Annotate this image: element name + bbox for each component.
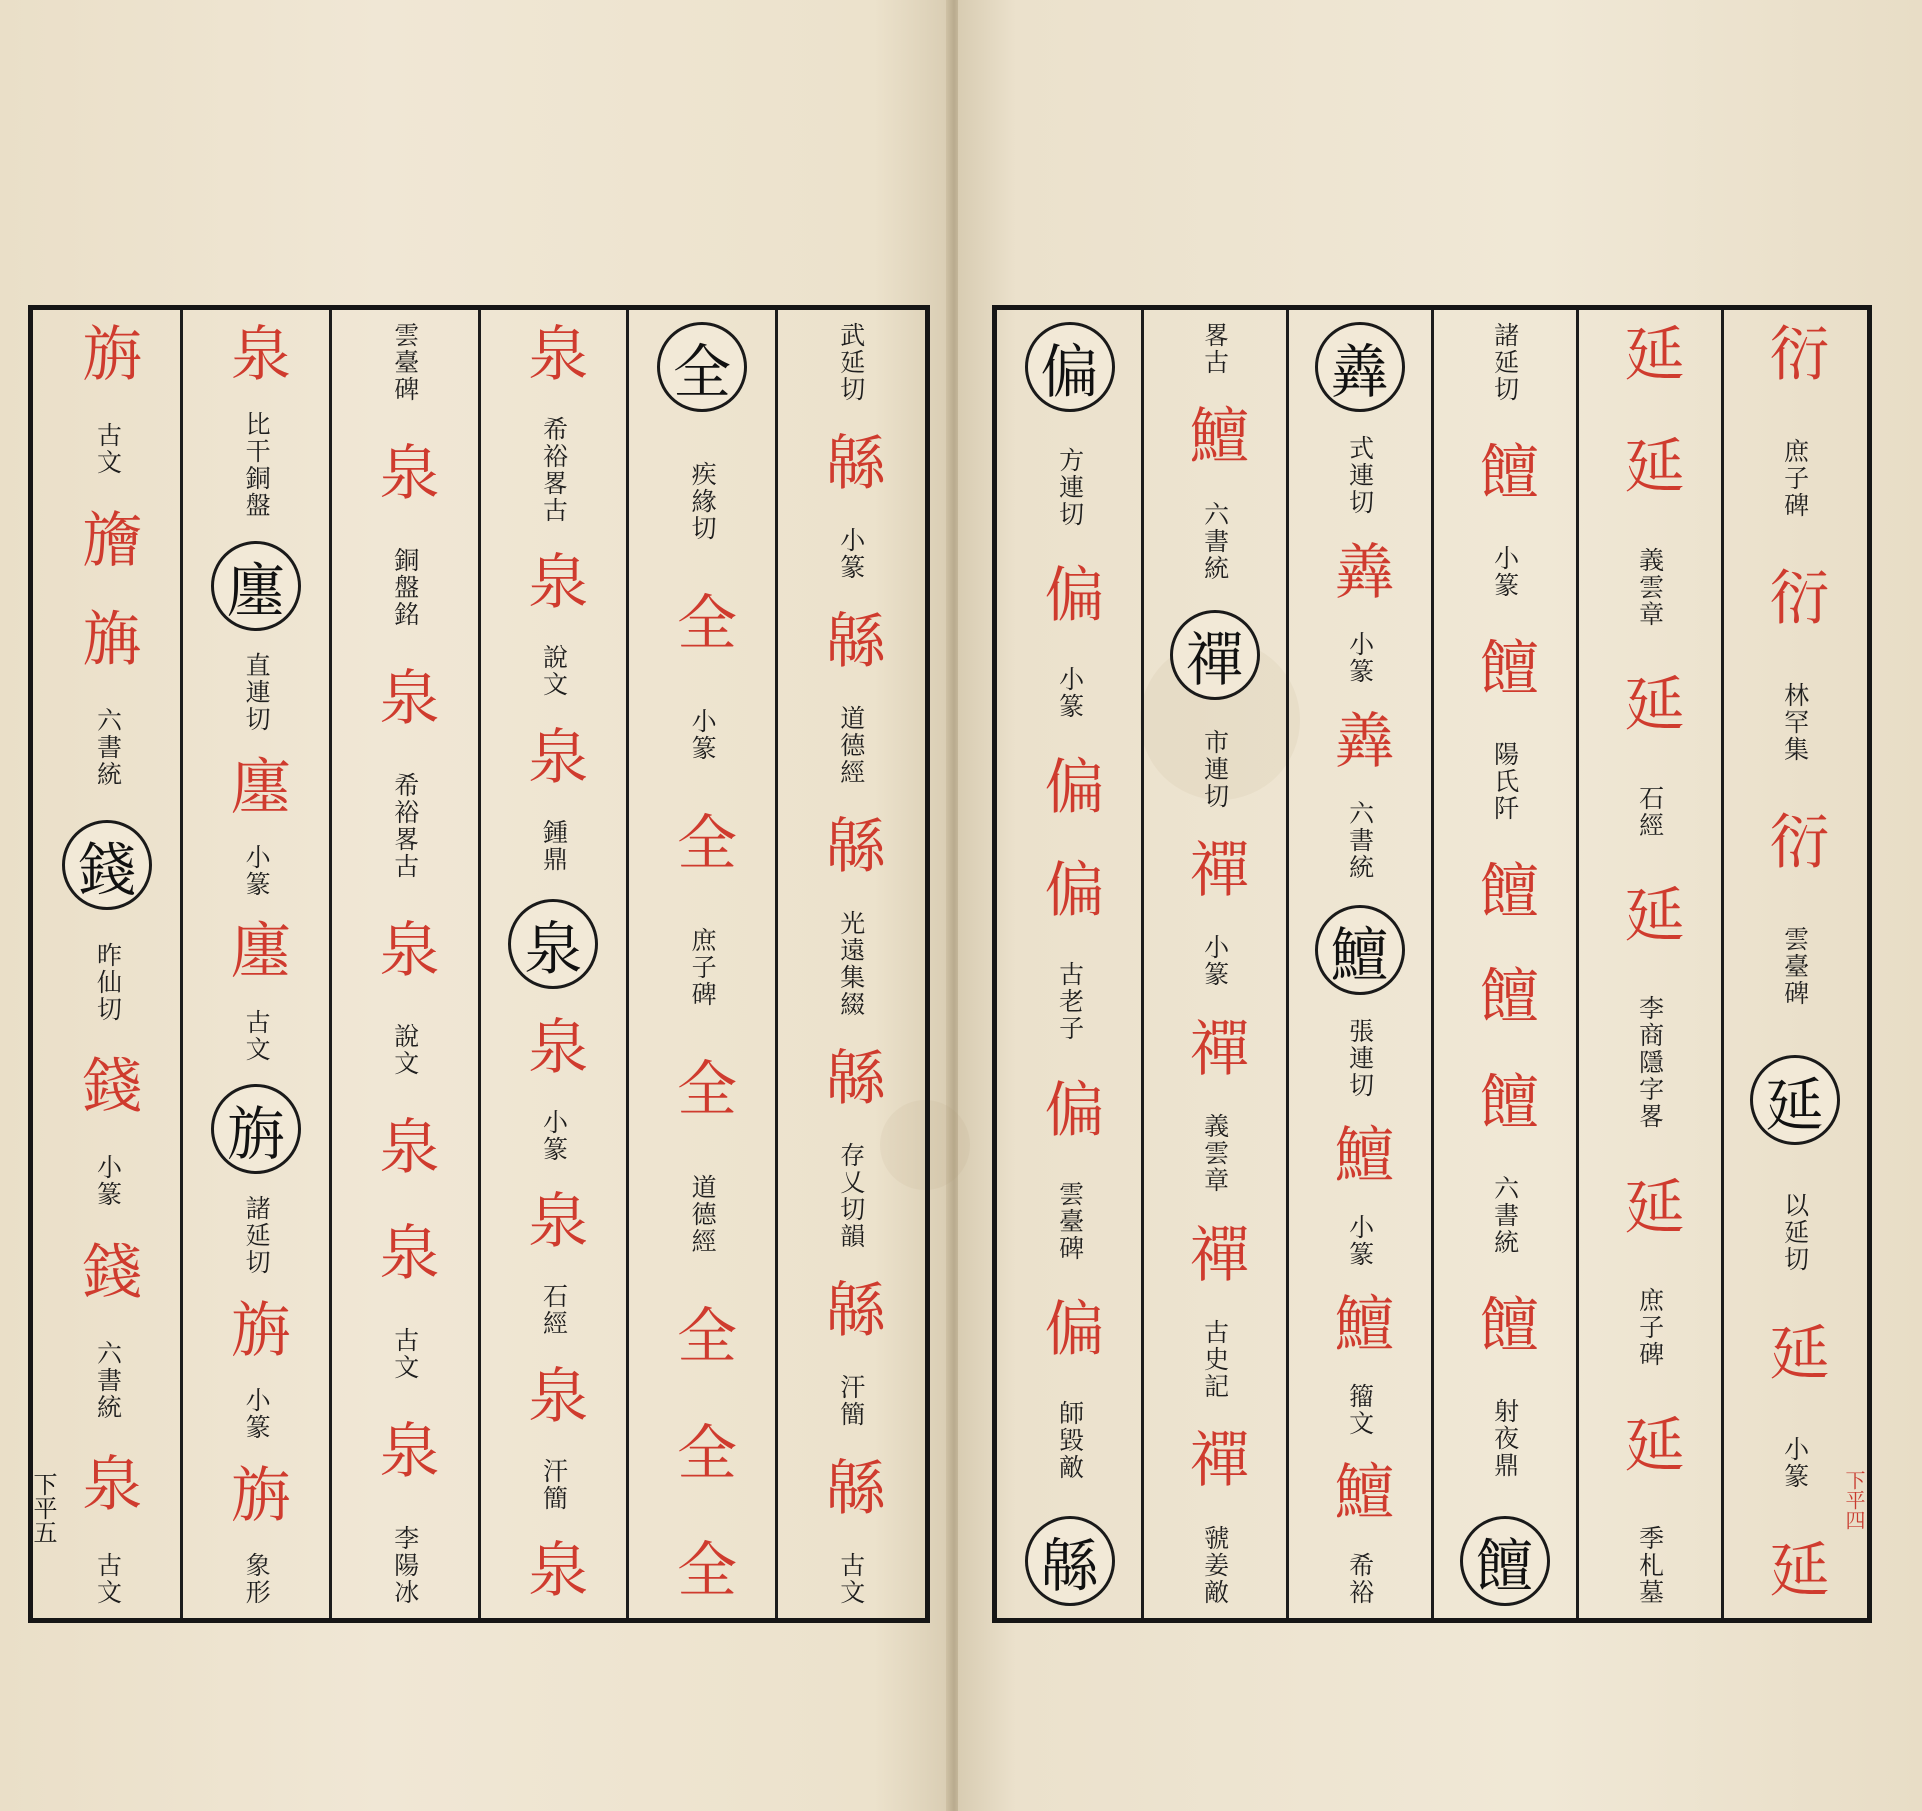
source-annotation: 小篆	[1780, 1436, 1810, 1491]
seal-script-form: 廛	[220, 754, 291, 823]
source-annotation: 小篆	[1345, 1214, 1375, 1269]
seal-script-form: 延	[1759, 1320, 1830, 1389]
source-annotation: 古文	[242, 1008, 272, 1063]
headword-circle: 緜	[1025, 1516, 1115, 1606]
seal-script-form: 廛	[220, 919, 291, 988]
seal-script-form: 饘	[1469, 964, 1540, 1033]
source-annotation: 武延切	[836, 322, 866, 403]
source-annotation: 李陽冰	[390, 1524, 420, 1606]
left-page-frame	[28, 305, 930, 1623]
source-annotation: 庶子碑	[688, 927, 718, 1009]
column-rule	[1141, 310, 1144, 1618]
seal-script-form: 泉	[220, 322, 291, 390]
source-annotation: 希裕畧古	[390, 771, 420, 880]
entry-column	[1583, 322, 1716, 1606]
seal-script-form: 緜	[815, 814, 886, 882]
source-annotation: 希裕	[1345, 1551, 1375, 1606]
seal-script-form: 泉	[518, 322, 589, 390]
seal-script-form: 禪	[1179, 1428, 1250, 1497]
seal-script-form: 羴	[1324, 539, 1395, 608]
source-annotation: 象形	[242, 1551, 272, 1606]
column-rule	[626, 310, 629, 1618]
right-folio-label: 下平四	[1842, 1470, 1866, 1530]
source-annotation: 古文	[836, 1552, 866, 1606]
seal-script-form: 羴	[1324, 708, 1395, 777]
source-annotation: 古史記	[1200, 1319, 1230, 1401]
entry-column	[634, 322, 771, 1606]
entry-column	[1728, 322, 1861, 1606]
seal-script-form: 延	[1614, 882, 1685, 951]
column-rule	[329, 310, 332, 1618]
source-annotation: 小篆	[836, 527, 866, 581]
seal-script-form: 旃	[220, 1462, 291, 1531]
seal-script-form: 偏	[1034, 1077, 1105, 1146]
seal-script-form: 衍	[1759, 566, 1830, 635]
entry-column	[1293, 322, 1426, 1606]
seal-script-form: 延	[1759, 1537, 1830, 1606]
entry-column	[336, 322, 473, 1606]
source-annotation: 小篆	[688, 707, 718, 762]
seal-script-form: 緜	[815, 431, 886, 499]
seal-script-form: 偏	[1034, 1296, 1105, 1365]
entry-column	[1438, 322, 1571, 1606]
seal-script-form: 泉	[518, 1537, 589, 1606]
column-rule	[1286, 310, 1289, 1618]
headword-circle: 偏	[1025, 322, 1115, 412]
source-annotation: 六書統	[93, 707, 123, 788]
seal-script-form: 延	[1614, 434, 1685, 503]
source-annotation: 昨仙切	[93, 941, 123, 1023]
source-annotation: 虢姜敵	[1200, 1524, 1230, 1606]
source-annotation: 小篆	[93, 1154, 123, 1208]
source-annotation: 小篆	[1200, 934, 1230, 989]
headword-circle: 錢	[62, 820, 152, 910]
seal-script-form: 全	[666, 1537, 737, 1606]
seal-script-form: 禪	[1179, 1016, 1250, 1085]
source-annotation: 諸延切	[1490, 322, 1520, 403]
source-annotation: 庶子碑	[1780, 437, 1810, 519]
seal-script-form: 泉	[369, 665, 440, 734]
entry-column	[782, 322, 919, 1606]
column-rule	[180, 310, 183, 1618]
source-annotation: 張連切	[1345, 1018, 1375, 1100]
seal-script-form: 延	[1614, 1412, 1685, 1481]
source-annotation: 古文	[93, 421, 123, 476]
seal-script-form: 衍	[1759, 322, 1830, 390]
source-annotation: 希裕畧古	[539, 416, 569, 525]
right-page-frame	[992, 305, 1872, 1623]
entry-column	[188, 322, 325, 1606]
source-annotation: 小篆	[539, 1109, 569, 1164]
seal-script-form: 饘	[1469, 636, 1540, 705]
source-annotation: 小篆	[1490, 545, 1520, 600]
seal-script-form: 禪	[1179, 838, 1250, 907]
seal-script-form: 全	[666, 1421, 737, 1490]
seal-script-form: 全	[666, 810, 737, 879]
source-annotation: 林罕集	[1780, 681, 1810, 763]
left-folio-label: 下平五	[29, 1472, 57, 1544]
seal-script-form: 泉	[369, 1419, 440, 1488]
seal-script-form: 延	[1614, 1174, 1685, 1243]
seal-script-form: 泉	[72, 1452, 143, 1521]
seal-script-form: 泉	[518, 550, 589, 619]
source-annotation: 義雲章	[1635, 546, 1665, 628]
source-annotation: 小篆	[1345, 631, 1375, 686]
source-annotation: 式連切	[1345, 435, 1375, 517]
seal-script-form: 饘	[1469, 1069, 1540, 1138]
seal-script-form: 泉	[518, 1363, 589, 1432]
source-annotation: 六書統	[1490, 1174, 1520, 1256]
seal-script-form: 泉	[369, 1221, 440, 1290]
seal-script-form: 泉	[369, 1115, 440, 1184]
seal-script-form: 㫋	[72, 607, 143, 676]
seal-script-form: 泉	[518, 724, 589, 793]
seal-script-form: 偏	[1034, 755, 1105, 824]
seal-script-form: 旝	[72, 507, 143, 576]
source-annotation: 汗簡	[836, 1374, 866, 1428]
source-annotation: 古老子	[1055, 961, 1085, 1043]
headword-circle: 禪	[1170, 610, 1260, 700]
seal-script-form: 鱣	[1179, 404, 1250, 473]
source-annotation: 庶子碑	[1635, 1287, 1665, 1369]
seal-script-form: 延	[1614, 672, 1685, 741]
source-annotation: 雲臺碑	[1055, 1180, 1085, 1262]
source-annotation: 陽氏阡	[1490, 741, 1520, 823]
source-annotation: 方連切	[1055, 447, 1085, 529]
source-annotation: 以延切	[1780, 1192, 1810, 1274]
source-annotation: 小篆	[242, 843, 272, 898]
source-annotation: 比干銅盤	[242, 411, 272, 520]
source-annotation: 直連切	[242, 652, 272, 734]
seal-script-form: 旃	[220, 1297, 291, 1366]
seal-script-form: 衍	[1759, 810, 1830, 879]
source-annotation: 小篆	[1055, 666, 1085, 721]
source-annotation: 古文	[390, 1327, 420, 1382]
source-annotation: 畧古	[1200, 322, 1230, 376]
entry-column	[485, 322, 622, 1606]
seal-script-form: 偏	[1034, 563, 1105, 632]
seal-script-form: 延	[1614, 322, 1685, 390]
seal-script-form: 全	[666, 590, 737, 659]
seal-script-form: 鱣	[1324, 1460, 1395, 1529]
source-annotation: 石經	[539, 1283, 569, 1338]
column-rule	[478, 310, 481, 1618]
column-rule	[1576, 310, 1579, 1618]
headword-circle: 延	[1750, 1055, 1840, 1145]
seal-script-form: 緜	[815, 1278, 886, 1346]
source-annotation: 小篆	[242, 1387, 272, 1442]
column-rule	[775, 310, 778, 1618]
source-annotation: 道德經	[836, 705, 866, 786]
seal-script-form: 緜	[815, 1456, 886, 1524]
source-annotation: 存乂切韻	[836, 1142, 866, 1250]
seal-script-form: 泉	[369, 917, 440, 986]
source-annotation: 師毀敵	[1055, 1399, 1085, 1481]
seal-script-form: 禪	[1179, 1222, 1250, 1291]
source-annotation: 射夜鼎	[1490, 1397, 1520, 1479]
source-annotation: 疾緣切	[688, 460, 718, 542]
source-annotation: 六書統	[93, 1339, 123, 1421]
column-rule	[1431, 310, 1434, 1618]
source-annotation: 說文	[539, 644, 569, 699]
source-annotation: 銅盤銘	[390, 546, 420, 628]
seal-script-form: 饘	[1469, 859, 1540, 928]
source-annotation: 市連切	[1200, 728, 1230, 810]
source-annotation: 李商隱字畧	[1635, 995, 1665, 1131]
headword-circle: 廛	[211, 541, 301, 631]
seal-script-form: 旃	[72, 322, 143, 390]
seal-script-form: 緜	[815, 1046, 886, 1114]
entry-column	[1148, 322, 1281, 1606]
source-annotation: 籀文	[1345, 1382, 1375, 1437]
headword-circle: 鱣	[1315, 905, 1405, 995]
entry-column	[1003, 322, 1136, 1606]
source-annotation: 說文	[390, 1023, 420, 1078]
seal-script-form: 泉	[518, 1014, 589, 1083]
source-annotation: 雲臺碑	[1780, 925, 1810, 1007]
source-annotation: 六書統	[1200, 500, 1230, 582]
seal-script-form: 鱣	[1324, 1122, 1395, 1191]
column-rule	[1721, 310, 1724, 1618]
source-annotation: 季札墓	[1635, 1524, 1665, 1606]
seal-script-form: 鱣	[1324, 1291, 1395, 1360]
seal-script-form: 全	[666, 1304, 737, 1373]
headword-circle: 全	[657, 322, 747, 412]
source-annotation: 古文	[93, 1552, 123, 1606]
seal-script-form: 饘	[1469, 1292, 1540, 1361]
source-annotation: 雲臺碑	[390, 322, 420, 403]
source-annotation: 六書統	[1345, 800, 1375, 882]
entry-column	[39, 322, 176, 1606]
source-annotation: 鍾鼎	[539, 818, 569, 873]
headword-circle: 泉	[508, 899, 598, 989]
headword-circle: 羴	[1315, 322, 1405, 412]
seal-script-form: 饘	[1469, 440, 1540, 509]
source-annotation: 光遠集綴	[836, 910, 866, 1018]
source-annotation: 義雲章	[1200, 1113, 1230, 1195]
seal-script-form: 緜	[815, 609, 886, 677]
headword-circle: 饘	[1460, 1516, 1550, 1606]
seal-script-form: 錢	[72, 1054, 143, 1123]
seal-script-form: 錢	[72, 1239, 143, 1308]
seal-script-form: 偏	[1034, 858, 1105, 927]
source-annotation: 道德經	[688, 1174, 718, 1256]
seal-script-form: 泉	[518, 1189, 589, 1258]
seal-script-form: 全	[666, 1057, 737, 1126]
seal-script-form: 泉	[369, 440, 440, 509]
source-annotation: 石經	[1635, 784, 1665, 839]
source-annotation: 汗簡	[539, 1457, 569, 1512]
headword-circle: 旃	[211, 1084, 301, 1174]
source-annotation: 諸延切	[242, 1195, 272, 1277]
